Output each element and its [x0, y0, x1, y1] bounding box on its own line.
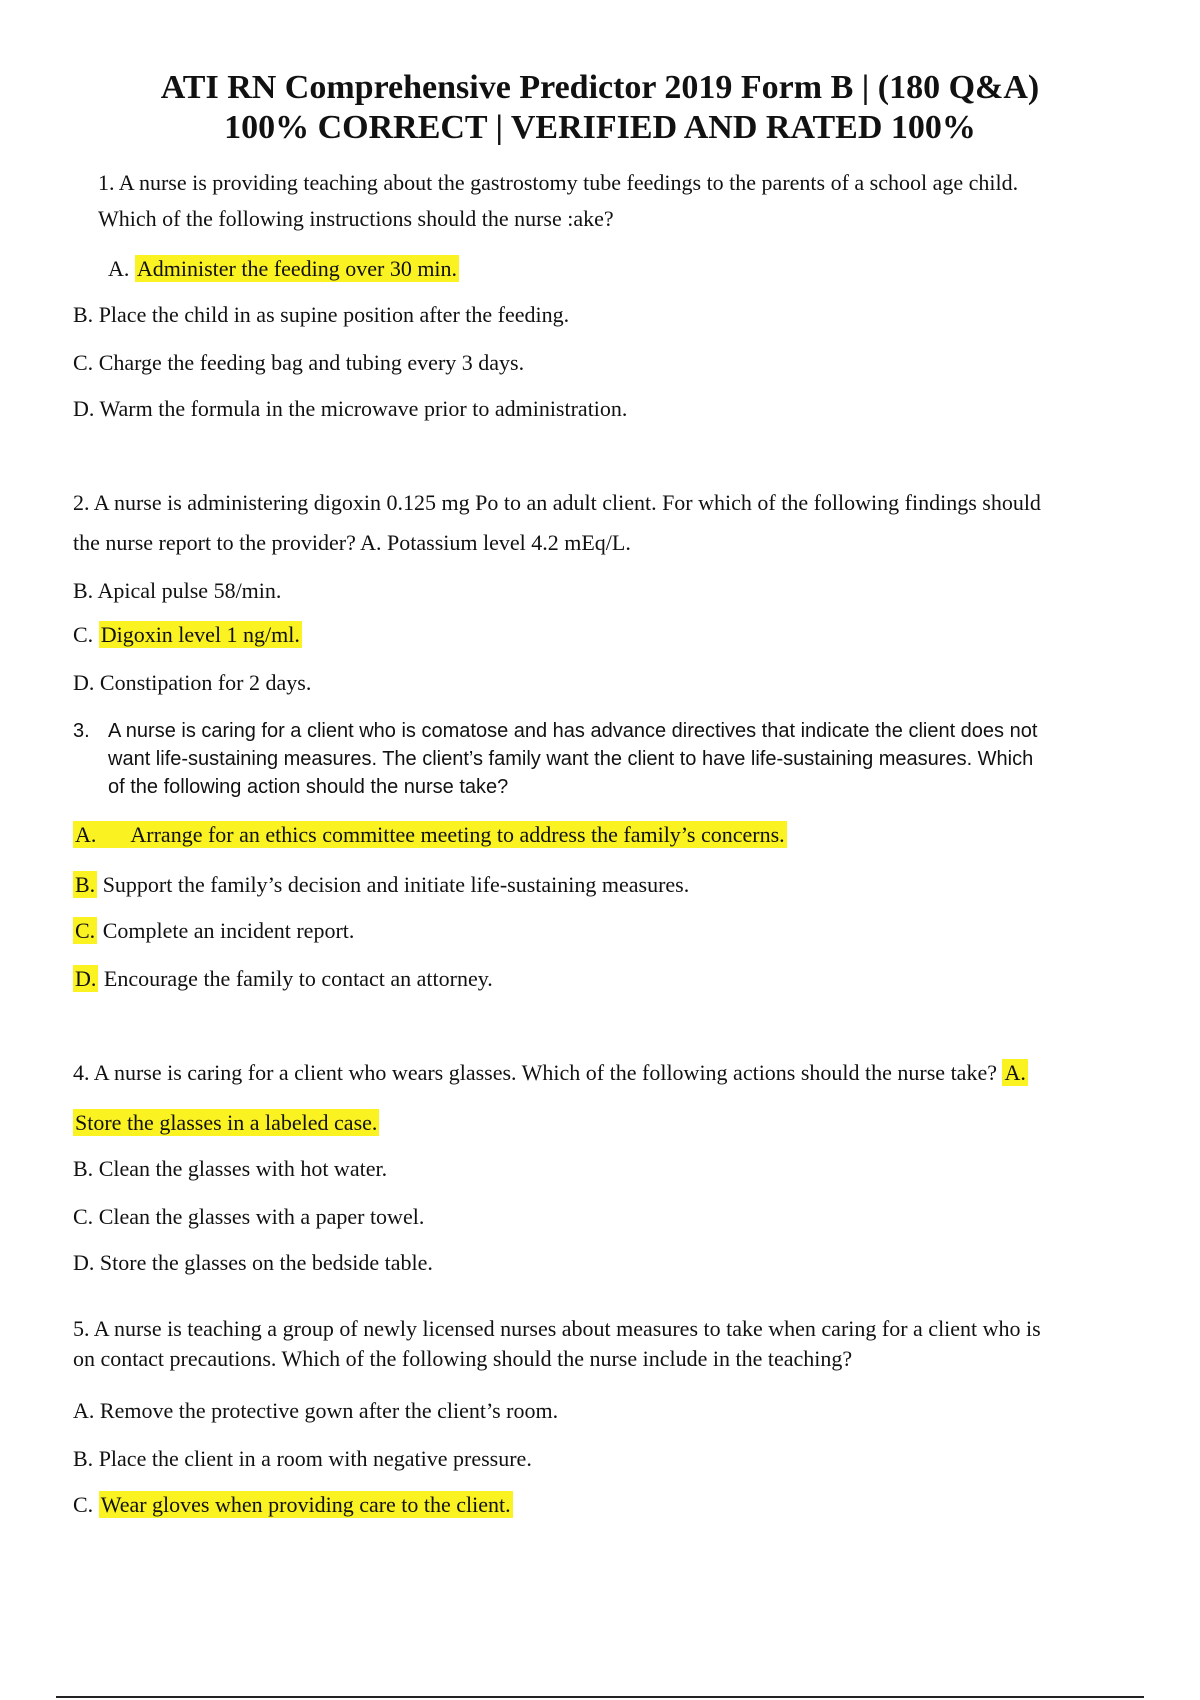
question-5-option-a [73, 1396, 558, 1426]
option-text: Encourage the family to contact an attorney. [103, 966, 493, 991]
option-letter: D. [75, 966, 97, 991]
answer-highlight [73, 821, 787, 848]
question-5-stem-line1: 5. A nurse is teaching a group of newly licensed nurses about measures to take when caring for a client who is [73, 1316, 1041, 1341]
question-3-option-a [73, 820, 787, 850]
option-letter: D. [73, 1250, 95, 1275]
option-letter: C. [73, 1492, 94, 1517]
option-letter: B. [73, 578, 94, 603]
option-letter: B. [73, 1446, 94, 1471]
question-3-number: 3. [73, 720, 90, 742]
option-letter: C. [73, 1204, 94, 1229]
question-5-option-b [73, 1444, 532, 1474]
option-letter: C. [73, 350, 94, 375]
option-letter: D. [73, 396, 95, 421]
option-letter: C. [75, 918, 96, 943]
option-letter: B. [73, 1156, 94, 1181]
question-1-option-d [73, 394, 627, 424]
question-1-option-c [73, 348, 524, 378]
answer-highlight: Wear gloves when providing care to the client. [100, 1492, 511, 1517]
question-4-option-b [73, 1154, 387, 1184]
option-text: Place the client in a room with negative pressure. [98, 1446, 532, 1471]
question-3-stem-line1: A nurse is caring for a client who is comatose and has advance directives that indicate the client does not [108, 720, 1038, 742]
option-text: Store the glasses on the bedside table. [99, 1250, 433, 1275]
question-1-option-b [73, 300, 569, 330]
question-3-option-b [73, 870, 689, 900]
option-text: Apical pulse 58/min. [97, 578, 282, 603]
option-letter: A. [73, 1398, 95, 1423]
question-3-stem-line3: of the following action should the nurse take? [108, 776, 509, 798]
page-bottom-rule [56, 1696, 1144, 1698]
option-text: Warm the formula in the microwave prior to administration. [99, 396, 628, 421]
option-text: Charge the feeding bag and tubing every 3 days. [98, 350, 525, 375]
question-1-option-a [108, 254, 459, 284]
question-2-stem-line2: the nurse report to the provider? A. Potassium level 4.2 mEq/L. [73, 530, 631, 555]
question-4-option-a [73, 1108, 379, 1138]
option-letter: C. [73, 622, 94, 647]
question-2-stem-line1: 2. A nurse is administering digoxin 0.125 mg Po to an adult client. For which of the following findings should [73, 490, 1041, 515]
answer-highlight: A. [1004, 1060, 1026, 1085]
option-letter: A. [75, 822, 97, 847]
question-1-stem-line1: 1. A nurse is providing teaching about the gastrostomy tube feedings to the parents of a school age child. [98, 170, 1019, 195]
option-text: Arrange for an ethics committee meeting to address the family’s concerns. [130, 822, 785, 847]
document-title: ATI RN Comprehensive Predictor 2019 Form B | (180 Q&A) [160, 69, 1040, 106]
question-3-stem-line2: want life-sustaining measures. The client’s family want the client to have life-sustaining measures. Which [108, 748, 1034, 770]
question-2-option-c [73, 620, 302, 650]
question-2-option-b [73, 576, 281, 606]
question-4-stem-line1 [73, 1058, 1028, 1088]
question-3-option-c [73, 916, 354, 946]
question-2-option-d [73, 668, 311, 698]
document-subtitle: 100% CORRECT | VERIFIED AND RATED 100% [224, 109, 976, 146]
option-text: Complete an incident report. [102, 918, 355, 943]
option-text: Support the family’s decision and initiate life-sustaining measures. [102, 872, 690, 897]
option-text: Remove the protective gown after the client’s room. [99, 1398, 559, 1423]
option-text: Clean the glasses with a paper towel. [98, 1204, 425, 1229]
option-letter: A. [108, 256, 130, 281]
question-5-option-c [73, 1490, 513, 1520]
question-4-option-c [73, 1202, 424, 1232]
option-text: Place the child in as supine position after the feeding. [98, 302, 570, 327]
answer-highlight: Administer the feeding over 30 min. [136, 256, 458, 281]
answer-highlight: Digoxin level 1 ng/ml. [100, 622, 300, 647]
option-letter: B. [75, 872, 96, 897]
option-letter: B. [73, 302, 94, 327]
question-4-stem-text: 4. A nurse is caring for a client who wears glasses. Which of the following actions should the nurse take? [73, 1060, 997, 1085]
option-text: Clean the glasses with hot water. [98, 1156, 388, 1181]
question-4-option-d [73, 1248, 433, 1278]
question-3-option-d [73, 964, 493, 994]
option-letter: D. [73, 670, 95, 695]
option-text: Constipation for 2 days. [99, 670, 312, 695]
answer-highlight: Store the glasses in a labeled case. [75, 1110, 378, 1135]
question-5-stem-line2: on contact precautions. Which of the following should the nurse include in the teaching? [73, 1346, 853, 1371]
question-1-stem-line2: Which of the following instructions should the nurse :ake? [98, 206, 614, 231]
